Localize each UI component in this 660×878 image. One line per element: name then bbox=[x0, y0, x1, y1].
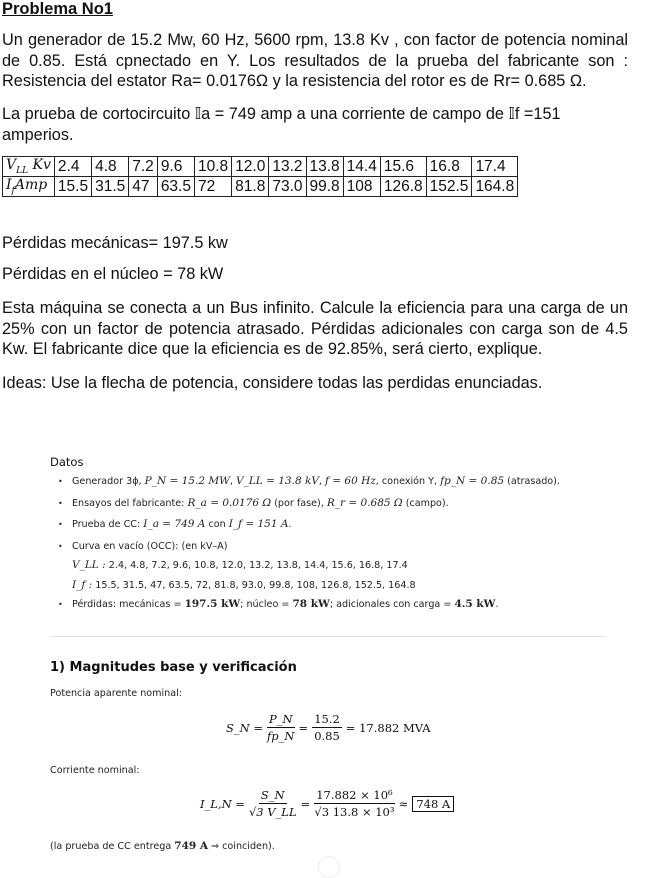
text: Ensayos del fabricante: bbox=[72, 497, 188, 509]
list-item bbox=[58, 558, 560, 578]
table-cell: 31.5 bbox=[92, 177, 129, 197]
math: 4.5 kW bbox=[454, 598, 496, 610]
datos-heading: Datos bbox=[50, 455, 84, 469]
equals-sign: = bbox=[298, 720, 309, 735]
denominator: 0.85 bbox=[314, 729, 340, 743]
label-nominal-current: Corriente nominal: bbox=[50, 765, 140, 776]
math: I_a = 749 A bbox=[143, 518, 206, 530]
text: Pérdidas: mecánicas = bbox=[72, 599, 185, 610]
watermark-icon bbox=[318, 856, 340, 878]
fraction bbox=[314, 788, 394, 819]
list-item bbox=[58, 578, 560, 598]
equation-sn bbox=[226, 712, 431, 743]
table-cell: 72 bbox=[194, 177, 231, 197]
eq-result: = 17.882 MVA bbox=[345, 720, 431, 735]
numerator: S_N bbox=[260, 788, 285, 802]
list-item bbox=[58, 597, 560, 619]
text: ; núcleo = bbox=[240, 599, 293, 610]
math: 78 kW bbox=[292, 598, 330, 610]
table-cell: 126.8 bbox=[380, 177, 426, 197]
table-cell: 13.8 bbox=[306, 157, 343, 177]
equals-sign: = bbox=[300, 796, 311, 811]
label-apparent-power: Potencia aparente nominal: bbox=[50, 688, 183, 699]
math: 197.5 kW bbox=[184, 598, 241, 610]
text: . bbox=[288, 519, 292, 530]
problem-statement: Un generador de 15.2 Mw, 60 Hz, 5600 rpm, 13.8 Kv , con factor de potencia nominal de 0.85. Está cpnectado en Y. Los resultados de la prueba del fabricante son : Resistencia del estator Ra= 0.0176Ω y la resistencia del rotor es de Rr= 0.685 Ω. bbox=[2, 31, 628, 90]
numerator: 17.882 × 10⁶ bbox=[316, 788, 393, 802]
math: V_LL = 13.8 kV bbox=[236, 475, 319, 487]
problem-title: Problema No1 bbox=[2, 0, 113, 18]
math: R_r = 0.685 Ω bbox=[326, 496, 403, 509]
math: I_f = 151 A bbox=[228, 518, 289, 530]
row-header-if: $I_fAmp$ bbox=[3, 177, 55, 197]
table-cell: 7.2 bbox=[129, 157, 158, 177]
bullet-icon: • bbox=[58, 541, 63, 551]
bullet-icon: • bbox=[58, 477, 63, 486]
table-cell: 10.8 bbox=[194, 157, 231, 177]
math: R_a = 0.0176 Ω bbox=[187, 496, 272, 509]
table-cell: 14.4 bbox=[343, 157, 380, 177]
fraction bbox=[249, 788, 297, 819]
table-cell: 2.4 bbox=[54, 157, 91, 177]
fraction bbox=[267, 712, 295, 743]
list-item bbox=[58, 474, 560, 496]
table-cell: 15.6 bbox=[380, 157, 426, 177]
section-heading: 1) Magnitudes base y verificación bbox=[50, 660, 297, 675]
table-cell: 12.0 bbox=[232, 157, 269, 177]
table-cell: 47 bbox=[129, 177, 158, 197]
text: Prueba de CC: bbox=[72, 519, 144, 530]
table-cell: 164.8 bbox=[472, 177, 518, 197]
eq-lhs: S_N = bbox=[226, 720, 263, 735]
ideas-hint: Ideas: Use la flecha de potencia, considere todas las perdidas enunciadas. bbox=[2, 374, 543, 392]
text: (campo). bbox=[402, 497, 449, 509]
table-cell: 81.8 bbox=[232, 177, 269, 197]
task-statement: Esta máquina se conecta a un Bus infinito. Calcule la eficiencia para una carga de un 25% con un factor de potencia atrasado. Pérdidas adicionales con carga son de 4.5 Kw. El fabricante dice que la eficiencia es de 92.85%, será cierto, explique. bbox=[2, 299, 628, 358]
table-cell: 152.5 bbox=[426, 177, 472, 197]
table-cell: 4.8 bbox=[92, 157, 129, 177]
table-cell: 63.5 bbox=[157, 177, 194, 197]
bullet-icon: • bbox=[58, 600, 63, 609]
numerator: P_N bbox=[268, 712, 293, 726]
text: Curva en vacío (OCC): (en kV–A) bbox=[72, 540, 228, 552]
text: ; adicionales con carga = bbox=[329, 599, 455, 610]
row-header-vll: $V_{LL}$ Kv bbox=[3, 157, 55, 177]
numerator: 15.2 bbox=[314, 712, 340, 726]
table-cell: 17.4 bbox=[472, 157, 518, 177]
table-cell: 13.2 bbox=[269, 157, 306, 177]
text: 2.4, 4.8, 7.2, 9.6, 10.8, 12.0, 13.2, 13.8, 14.4, 15.6, 16.8, 17.4 bbox=[108, 560, 408, 571]
occ-table bbox=[2, 156, 518, 197]
math: f = 60 Hz bbox=[325, 475, 376, 487]
text: , bbox=[318, 476, 326, 487]
text: Generador 3ϕ, bbox=[72, 476, 145, 487]
approx-sign: ≈ bbox=[398, 796, 409, 811]
math-label: I_f : bbox=[72, 578, 93, 591]
text: (la prueba de CC entrega bbox=[50, 841, 175, 852]
list-item bbox=[58, 496, 560, 518]
math: 749 A bbox=[174, 840, 208, 852]
table-cell: 16.8 bbox=[426, 157, 472, 177]
text: 15.5, 31.5, 47, 63.5, 72, 81.8, 93.0, 99.8, 108, 126.8, 152.5, 164.8 bbox=[95, 579, 416, 591]
datos-list bbox=[58, 474, 560, 619]
equation-in bbox=[200, 788, 454, 819]
fraction bbox=[312, 712, 342, 743]
table-cell: 9.6 bbox=[157, 157, 194, 177]
short-circuit-test-text: La prueba de cortocircuito 𝕀a = 749 amp a una corriente de campo de 𝕀f =151 amperios. bbox=[2, 105, 561, 144]
text: con bbox=[205, 519, 229, 530]
denominator: fp_N bbox=[267, 729, 295, 743]
text: , bbox=[229, 476, 236, 487]
table-row bbox=[3, 157, 518, 177]
text: (por fase), bbox=[271, 497, 327, 509]
math: P_N = 15.2 MW bbox=[144, 475, 230, 487]
note-text bbox=[50, 840, 275, 852]
table-row bbox=[3, 177, 518, 197]
core-losses-text: Pérdidas en el núcleo = 78 kW bbox=[2, 265, 224, 283]
text: , conexión Y, bbox=[375, 476, 441, 487]
eq-lhs: I_L,N = bbox=[200, 796, 245, 811]
table-cell: 15.5 bbox=[54, 177, 91, 197]
math-label: V_LL : bbox=[72, 559, 106, 571]
text: ⇒ coinciden). bbox=[208, 841, 275, 852]
list-item bbox=[58, 539, 560, 559]
table-cell: 108 bbox=[343, 177, 380, 197]
denominator: √3 V_LL bbox=[248, 805, 297, 819]
math: fp_N = 0.85 bbox=[440, 475, 505, 487]
mechanical-losses-text: Pérdidas mecánicas= 197.5 kw bbox=[2, 234, 228, 252]
divider bbox=[50, 636, 606, 637]
bullet-icon: • bbox=[58, 520, 63, 529]
boxed-result: 748 A bbox=[412, 796, 454, 812]
text: . bbox=[495, 599, 499, 610]
denominator: √3 13.8 × 10³ bbox=[314, 805, 395, 819]
list-item bbox=[58, 517, 560, 539]
table-cell: 73.0 bbox=[269, 177, 306, 197]
text: (atrasado). bbox=[504, 476, 560, 487]
table-cell: 99.8 bbox=[306, 177, 343, 197]
bullet-icon: • bbox=[58, 498, 63, 508]
